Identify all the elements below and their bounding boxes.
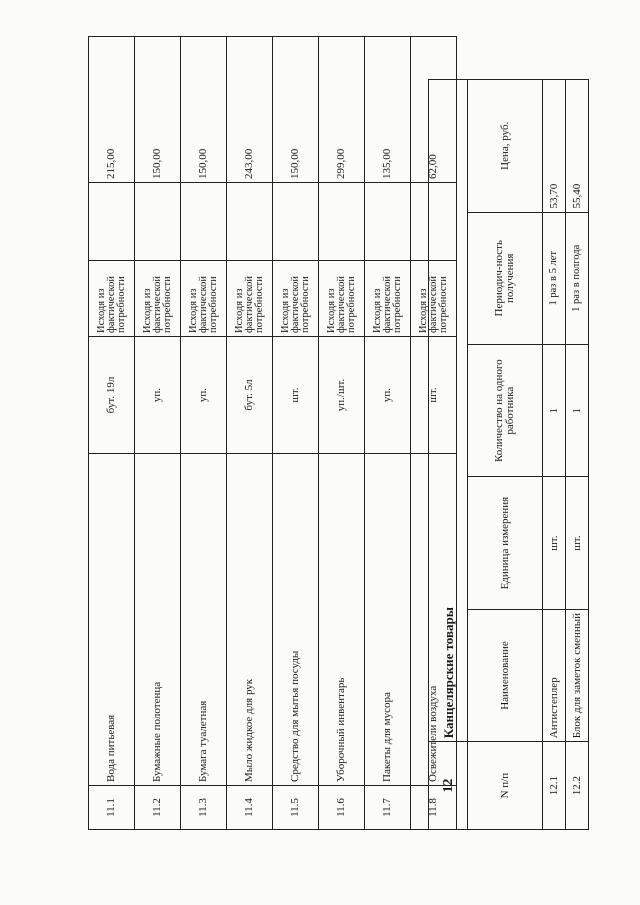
item-quantity: Исходя из фактической потребности — [411, 261, 457, 337]
item-unit: шт. — [411, 337, 457, 454]
item-unit: бут. 5л — [227, 337, 273, 454]
item-name: Вода питьевая — [89, 454, 135, 786]
item-name: Антистеплер — [543, 609, 566, 741]
item-quantity: Исходя из фактической потребности — [135, 261, 181, 337]
item-period: 1 раз в 5 лет — [543, 212, 566, 344]
row-number: 11.6 — [319, 786, 365, 830]
item-quantity: Исходя из фактической потребности — [319, 261, 365, 337]
row-number: 11.4 — [227, 786, 273, 830]
item-price: 243,00 — [227, 37, 273, 183]
item-price: 62,00 — [411, 37, 457, 183]
row-number: 11.2 — [135, 786, 181, 830]
item-period: 1 раз в полгода — [566, 212, 589, 344]
item-quantity: Исходя из фактической потребности — [273, 261, 319, 337]
header-quantity: Количество на одного работника — [468, 344, 543, 476]
section-title: Канцелярские товары — [429, 80, 468, 742]
item-unit: шт. — [566, 477, 589, 609]
item-period — [135, 183, 181, 261]
item-quantity: Исходя из фактической потребности — [365, 261, 411, 337]
row-number: 11.8 — [411, 786, 457, 830]
item-unit: шт. — [273, 337, 319, 454]
row-number: 12.2 — [566, 742, 589, 830]
item-price: 215,00 — [89, 37, 135, 183]
item-unit: бут. 19л — [89, 337, 135, 454]
row-number: 11.5 — [273, 786, 319, 830]
item-price: 55,40 — [566, 80, 589, 213]
column-header-row — [468, 80, 543, 830]
row-number: 11.7 — [365, 786, 411, 830]
row-number: 12.1 — [543, 742, 566, 830]
table-row — [319, 37, 365, 830]
item-unit: уп./шт. — [319, 337, 365, 454]
item-quantity: 1 — [566, 344, 589, 476]
item-price: 53,70 — [543, 80, 566, 213]
section-number: 12 — [429, 742, 468, 830]
item-price: 150,00 — [273, 37, 319, 183]
table-row — [135, 37, 181, 830]
item-price: 299,00 — [319, 37, 365, 183]
table-row — [365, 37, 411, 830]
table-row — [273, 37, 319, 830]
item-period — [273, 183, 319, 261]
header-period: Периодич-ность получения — [468, 212, 543, 344]
item-name: Средство для мытья посуды — [273, 454, 319, 786]
header-name: Наименование — [468, 609, 543, 741]
item-name: Пакеты для мусора — [365, 454, 411, 786]
item-unit: уп. — [365, 337, 411, 454]
item-unit: уп. — [181, 337, 227, 454]
item-unit: шт. — [543, 477, 566, 609]
item-quantity: 1 — [543, 344, 566, 476]
table-row — [89, 37, 135, 830]
row-number: 11.1 — [89, 786, 135, 830]
section-header-row — [429, 80, 468, 830]
supplies-table — [88, 36, 457, 830]
table-row — [181, 37, 227, 830]
item-name: Мыло жидкое для рук — [227, 454, 273, 786]
item-period — [365, 183, 411, 261]
item-name: Уборочный инвентарь — [319, 454, 365, 786]
item-unit: уп. — [135, 337, 181, 454]
item-period — [181, 183, 227, 261]
item-period — [319, 183, 365, 261]
item-price: 150,00 — [135, 37, 181, 183]
item-period — [89, 183, 135, 261]
header-number: N п/п — [468, 742, 543, 830]
header-price: Цена, руб. — [468, 80, 543, 213]
item-price: 150,00 — [181, 37, 227, 183]
table-row — [227, 37, 273, 830]
table-row — [543, 80, 566, 830]
item-quantity: Исходя из фактической потребности — [181, 261, 227, 337]
item-quantity: Исходя из фактической потребности — [227, 261, 273, 337]
item-name: Блок для заметок сменный — [566, 609, 589, 741]
table-row — [566, 80, 589, 830]
item-quantity: Исходя из фактической потребности — [89, 261, 135, 337]
stationery-table — [428, 79, 589, 830]
item-name: Бумага туалетная — [181, 454, 227, 786]
item-name: Бумажные полотенца — [135, 454, 181, 786]
header-unit: Единица измерения — [468, 477, 543, 609]
item-price: 135,00 — [365, 37, 411, 183]
item-period — [227, 183, 273, 261]
item-name: Освежители воздуха — [411, 454, 457, 786]
row-number: 11.3 — [181, 786, 227, 830]
